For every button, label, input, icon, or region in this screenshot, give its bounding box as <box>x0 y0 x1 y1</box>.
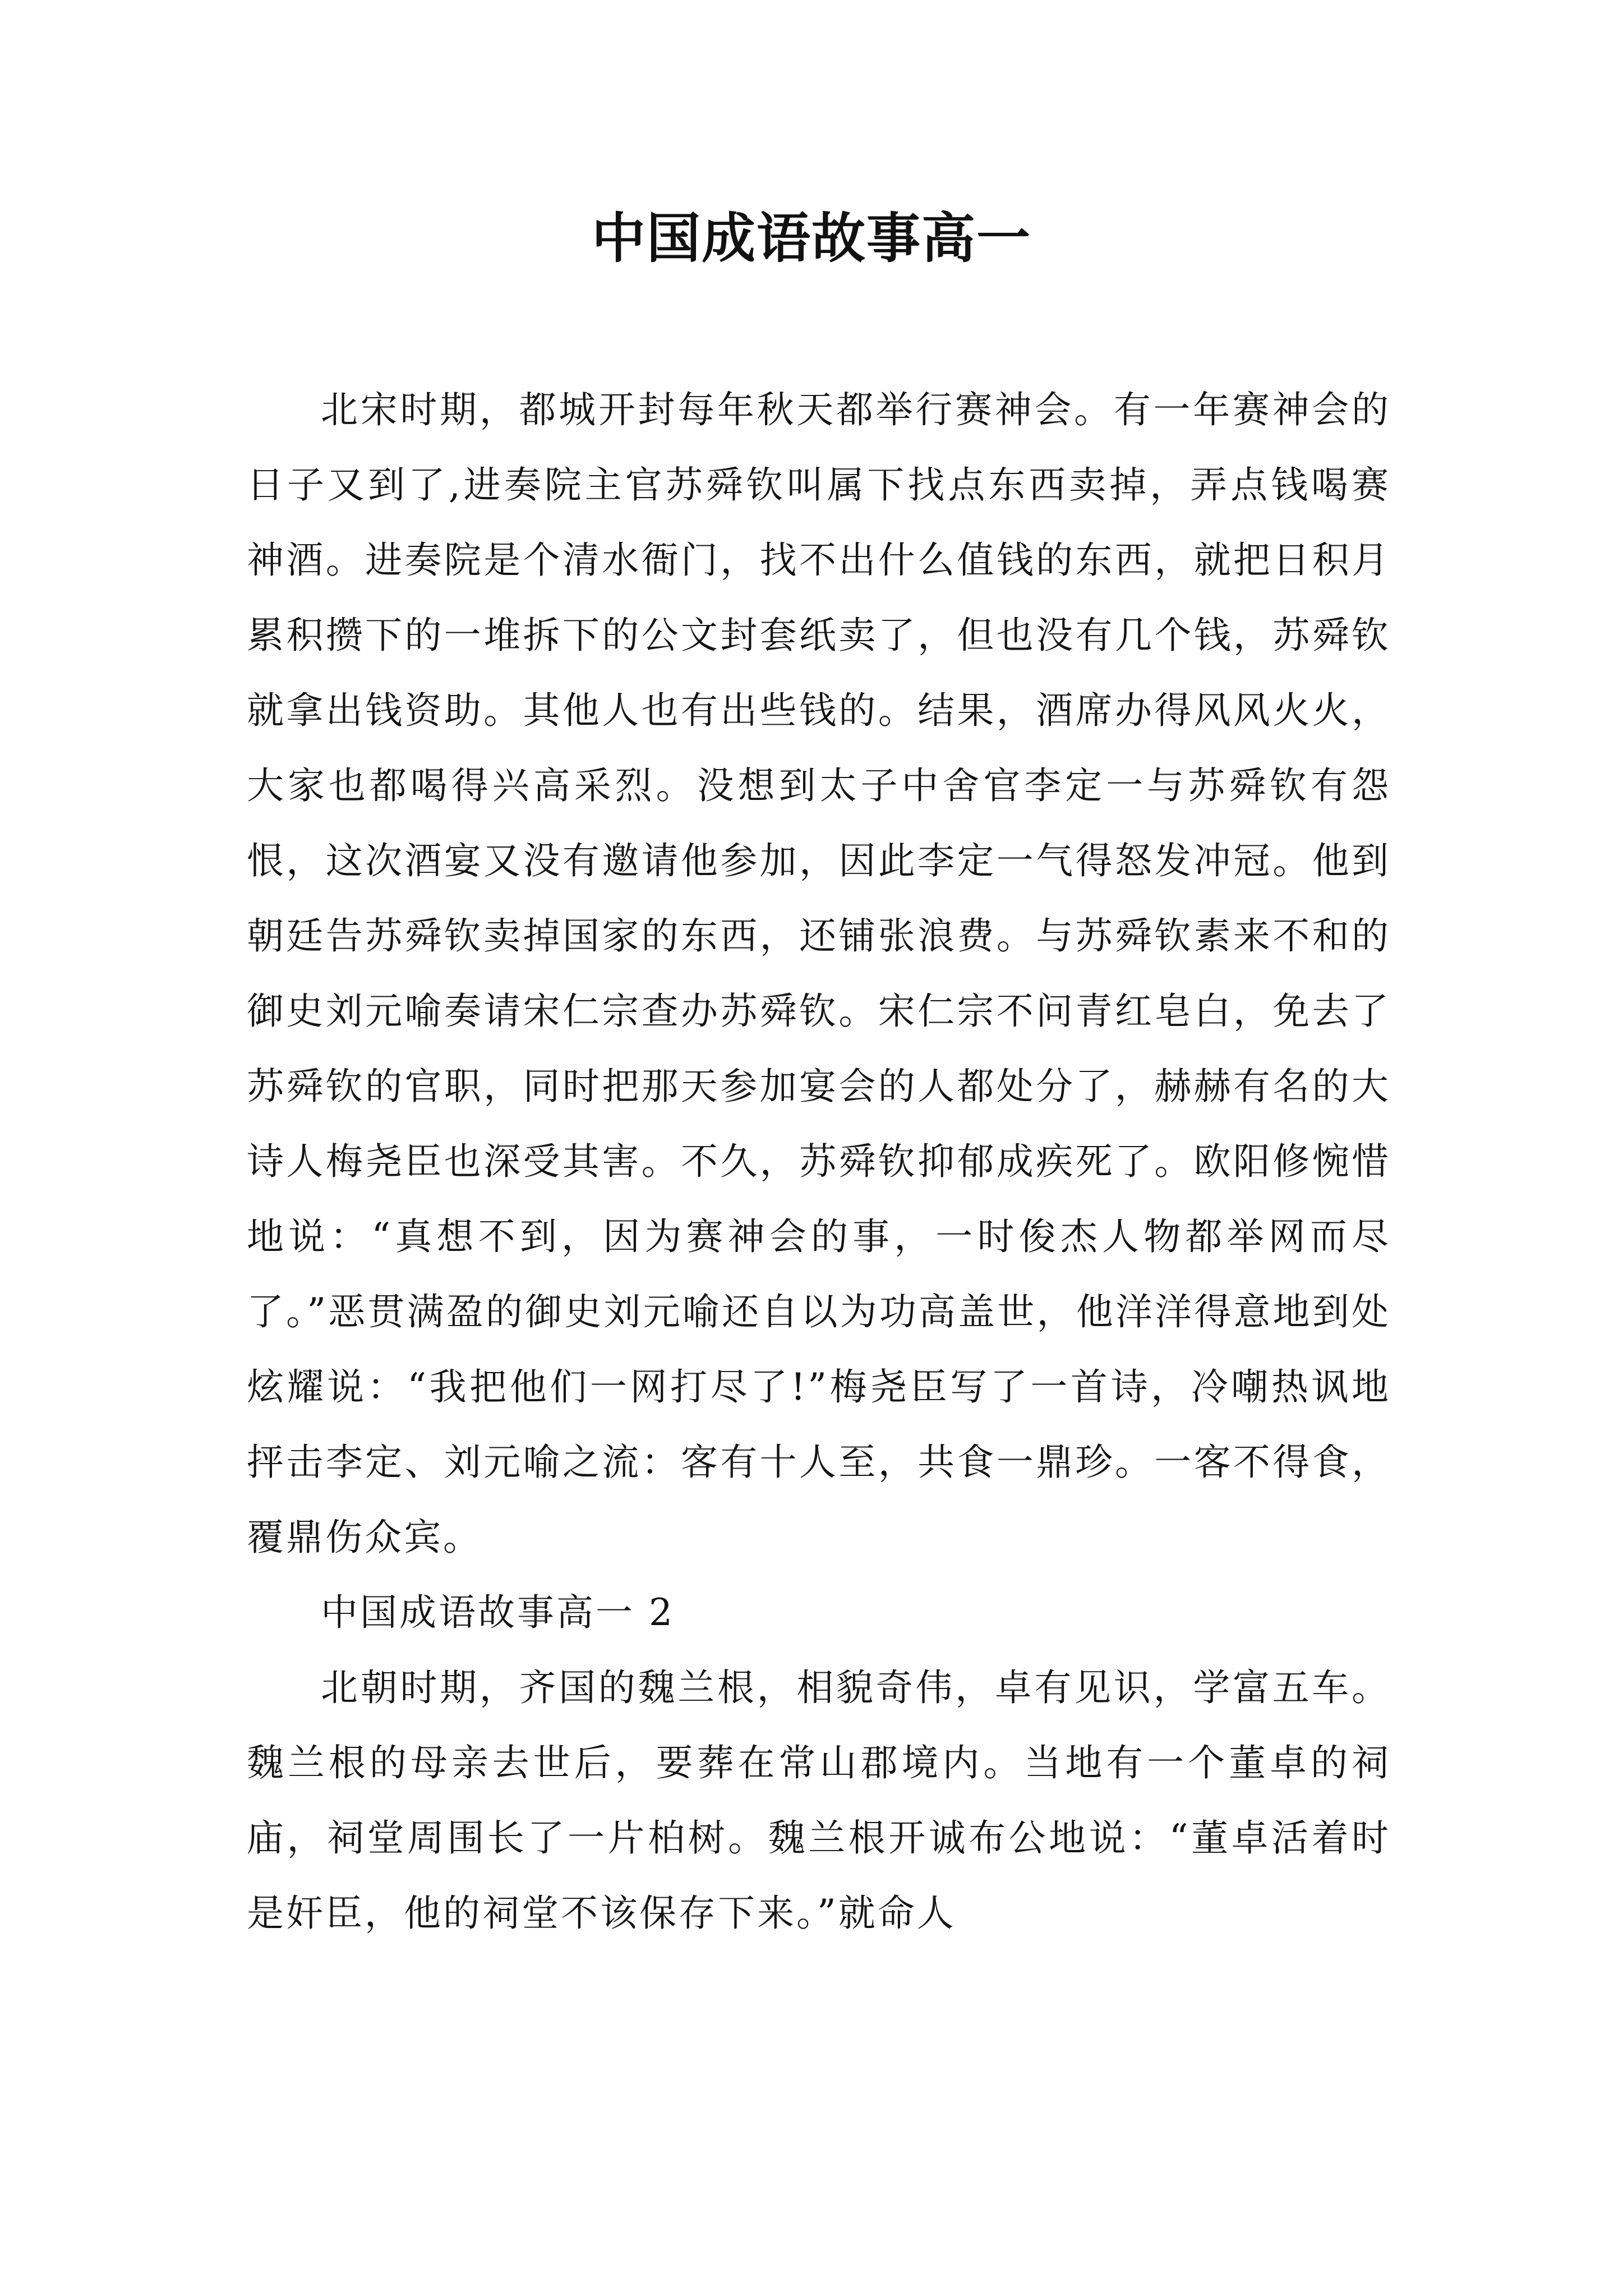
paragraph: 北宋时期，都城开封每年秋天都举行赛神会。有一年赛神会的日子又到了,进奏院主官苏舜钦叫属下找点东西卖掉，弄点钱喝赛神酒。进奏院是个清水衙门，找不出什么值钱的东西，就把日积月累积攒下的一堆拆下的公文封套纸卖了，但也没有几个钱，苏舜钦就拿出钱资助。其他人也有出些钱的。结果，酒席办得风风火火，大家也都喝得兴高采烈。没想到太子中舍官李定一与苏舜钦有怨恨，这次酒宴又没有邀请他参加，因此李定一气得怒发冲冠。他到朝廷告苏舜钦卖掉国家的东西，还铺张浪费。与苏舜钦素来不和的御史刘元喻奏请宋仁宗查办苏舜钦。宋仁宗不问青红皂白，免去了苏舜钦的官职，同时把那天参加宴会的人都处分了，赫赫有名的大诗人梅尧臣也深受其害。不久，苏舜钦抑郁成疾死了。欧阳修惋惜地说：“真想不到，因为赛神会的事，一时俊杰人物都举网而尽了。”恶贯满盈的御史刘元喻还自以为功高盖世，他洋洋得意地到处炫耀说：“我把他们一网打尽了!”梅尧臣写了一首诗，冷嘲热讽地抨击李定、刘元喻之流：客有十人至，共食一鼎珍。一客不得食，覆鼎伤众宾。 <box>247 388 1391 1559</box>
paragraph: 北朝时期，齐国的魏兰根，相貌奇伟，卓有见识，学富五车。魏兰根的母亲去世后，要葬在常山郡境内。当地有一个董卓的祠庙，祠堂周围长了一片柏树。魏兰根开诚布公地说：“董卓活着时是奸臣，他的祠堂不该保存下来。”就命人 <box>247 1666 1391 1935</box>
document-title: 中国成语故事高一 <box>592 206 1031 270</box>
section-heading: 中国成语故事高一 2 <box>321 1591 675 1634</box>
document-body <box>247 372 1391 1951</box>
